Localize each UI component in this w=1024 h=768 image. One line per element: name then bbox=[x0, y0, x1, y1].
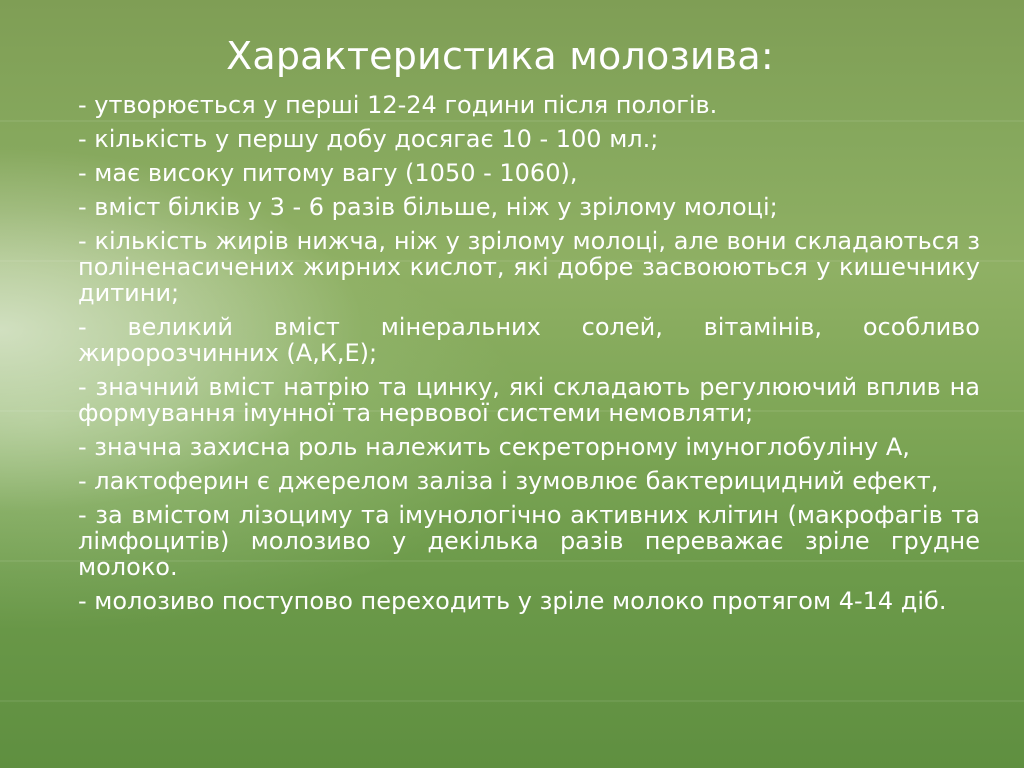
bullet-item: - кількість у першу добу досягає 10 - 100 мл.; bbox=[78, 125, 659, 153]
bullet-item: - має високу питому вагу (1050 - 1060), bbox=[78, 159, 578, 187]
bullet-item: - лактоферин є джерелом заліза і зумовлює бактерицидний ефект, bbox=[78, 467, 939, 495]
bullet-item: - великий вміст мінеральних солей, вітамінів, особливо жиророзчинних (А,К,Е); bbox=[78, 313, 980, 367]
background-wave bbox=[0, 700, 1024, 702]
bullet-list bbox=[78, 92, 980, 622]
bullet-item: - значний вміст натрію та цинку, які складають регулюючий вплив на формування імунної та нервової системи немовляти; bbox=[78, 373, 980, 427]
bullet-item: - утворюється у перші 12-24 години після пологів. bbox=[78, 91, 718, 119]
slide-title: Характеристика молозива: bbox=[226, 34, 774, 78]
bullet-item: - вміст білків у 3 - 6 разів більше, ніж у зрілому молоці; bbox=[78, 193, 778, 221]
bullet-item: - кількість жирів нижча, ніж у зрілому молоці, але вони складаються з поліненасичених жирних кислот, які добре засвоюються у кишечнику дитини; bbox=[78, 227, 980, 307]
bullet-item: - за вмістом лізоциму та імунологічно активних клітин (макрофагів та лімфоцитів) молозиво у декілька разів переважає зріле грудне молоко. bbox=[78, 501, 980, 581]
bullet-item: - значна захисна роль належить секреторному імуноглобуліну А, bbox=[78, 433, 910, 461]
bullet-item: - молозиво поступово переходить у зріле молоко протягом 4-14 діб. bbox=[78, 587, 947, 615]
